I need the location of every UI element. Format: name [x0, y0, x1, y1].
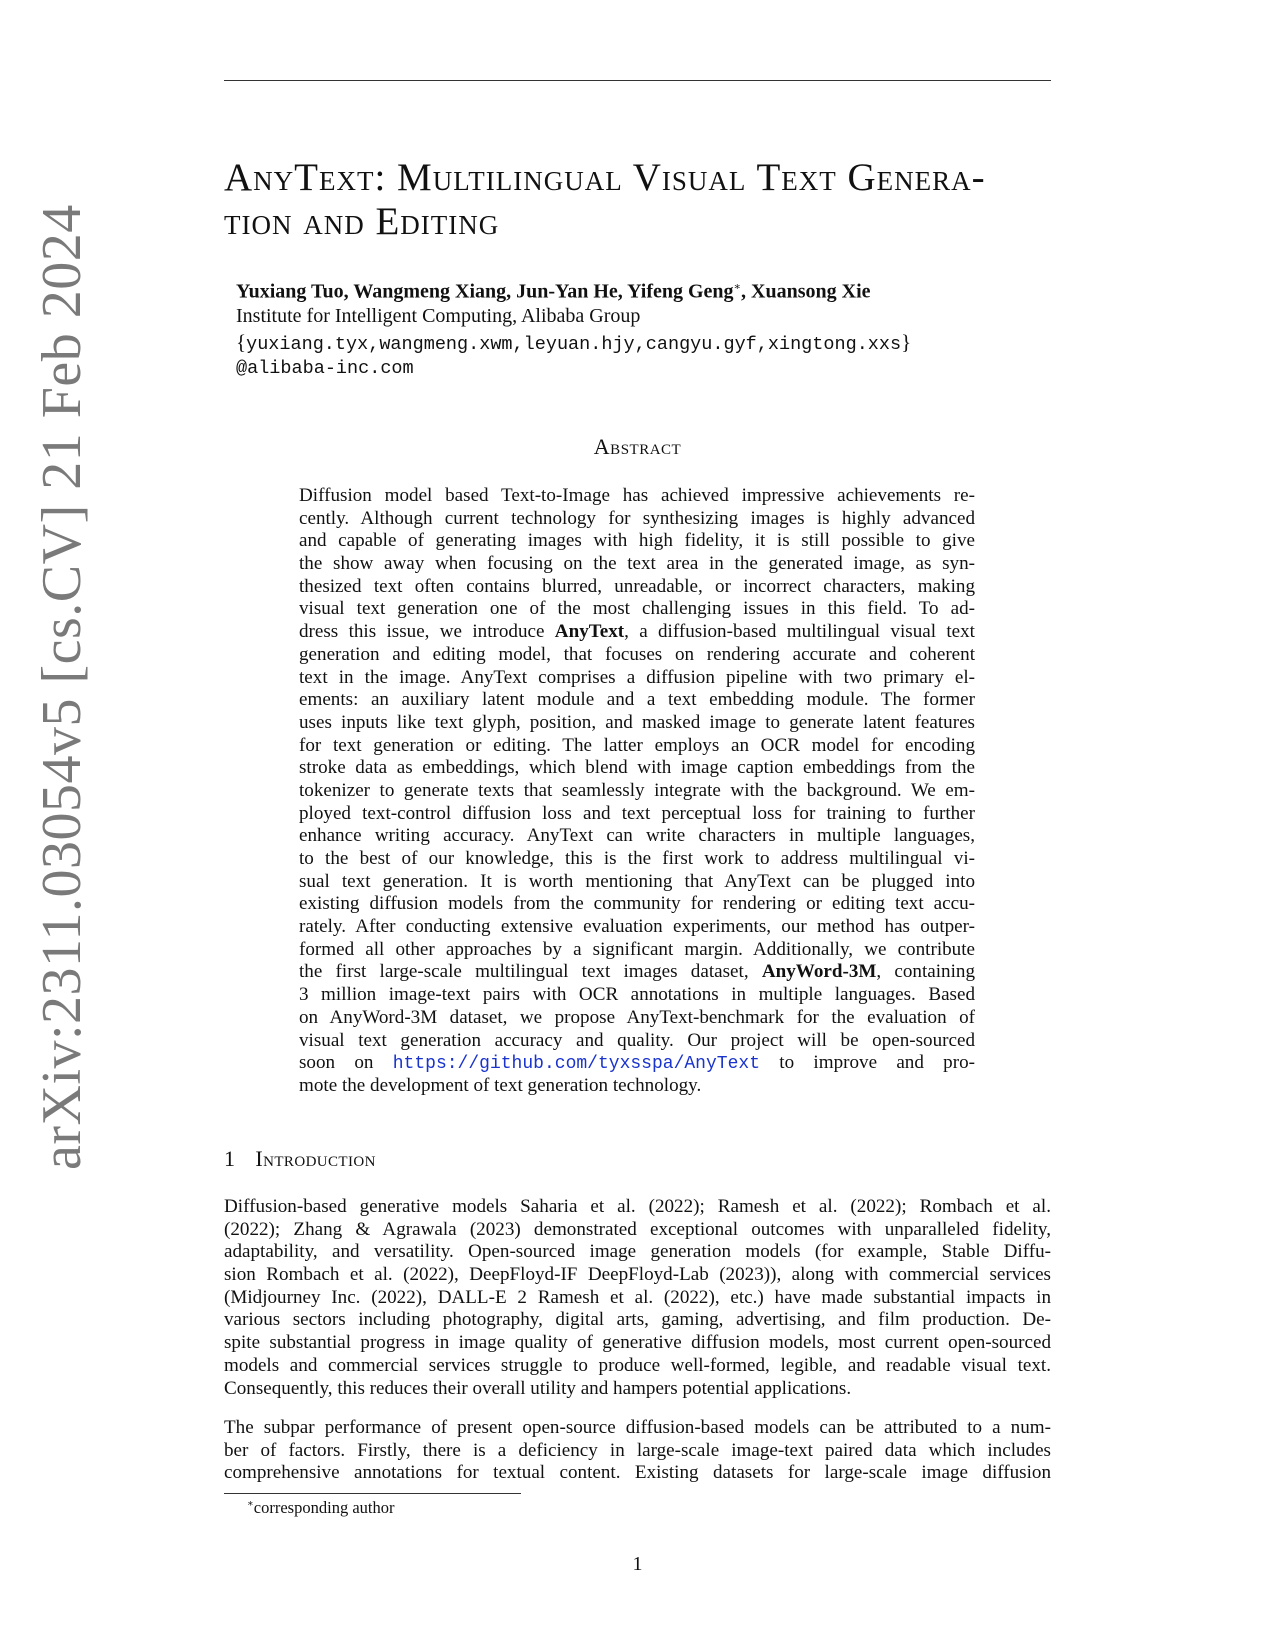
abstract-text: the first large-scale multilingual text images dataset, [299, 961, 762, 983]
introduction-paragraph-1 [224, 1196, 1051, 1400]
abstract-line: existing diffusion models from the community for rendering or editing text accu- [299, 893, 975, 915]
footnote-rule [224, 1493, 521, 1494]
abstract-line [299, 961, 975, 984]
abstract-line: uses inputs like text glyph, position, and masked image to generate latent features [299, 711, 975, 733]
abstract-text: dress this issue, we introduce [299, 621, 555, 643]
intro-line: The subpar performance of present open-source diffusion-based models can be attributed to a num- [224, 1417, 1051, 1438]
author-emails [236, 330, 911, 381]
email-brace-open: { [236, 330, 247, 354]
section-number: 1 [224, 1146, 236, 1171]
abstract-line: on AnyWord-3M dataset, we propose AnyText-benchmark for the evaluation of [299, 1006, 975, 1028]
author-names-end: , Xuansong Xie [741, 280, 871, 303]
email-usernames: yuxiang.tyx,wangmeng.xwm,leyuan.hjy,cangyu.gyf,xingtong.xxs [246, 334, 902, 355]
project-url-link[interactable]: https://github.com/tyxsspa/AnyText [392, 1054, 760, 1075]
abstract-line: stroke data as embeddings, which blend with image caption embeddings from the [299, 757, 975, 779]
abstract-line: rately. After conducting extensive evaluation experiments, our method has outper- [299, 916, 975, 938]
title-line-1: AnyText: Multilingual Visual Text Genera- [224, 156, 986, 199]
abstract-line: tokenizer to generate texts that seamlessly integrate with the background. We em- [299, 779, 975, 801]
page-number: 1 [632, 1553, 643, 1575]
abstract-text: to improve and pro- [760, 1052, 975, 1074]
intro-line: Diffusion-based generative models Saharia et al. (2022); Ramesh et al. (2022); Rombach et al. [224, 1196, 1051, 1217]
intro-line: spite substantial progress in image quality of generative diffusion models, most current open-sourced [224, 1332, 1051, 1354]
section-heading-introduction [224, 1146, 376, 1172]
author-names: Yuxiang Tuo, Wangmeng Xiang, Jun-Yan He, Yifeng Geng [236, 280, 734, 303]
abstract-line: enhance writing accuracy. AnyText can write characters in multiple languages, [299, 825, 975, 847]
abstract-line: cently. Although current technology for synthesizing images is highly advanced [299, 507, 975, 529]
abstract-line: mote the development of text generation technology. [299, 1074, 702, 1096]
abstract-line: the show away when focusing on the text area in the generated image, as syn- [299, 553, 975, 575]
abstract-text: soon on [299, 1052, 393, 1074]
intro-line: (Midjourney Inc. (2022), DALL-E 2 Ramesh et al. (2022), etc.) have made substantial impacts in [224, 1286, 1051, 1308]
email-brace-close: } [901, 330, 912, 354]
abstract-line: Diffusion model based Text-to-Image has achieved impressive achievements re- [299, 485, 975, 506]
author-affiliation: Institute for Intelligent Computing, Alibaba Group [236, 305, 641, 327]
footnote [247, 1498, 394, 1518]
intro-line: various sectors including photography, digital arts, gaming, advertising, and film production. De- [224, 1309, 1051, 1331]
abstract-line: for text generation or editing. The latter employs an OCR model for encoding [299, 734, 975, 756]
abstract-text: , a diffusion-based multilingual visual text [624, 621, 975, 643]
arxiv-margin-identifier: arXiv:2311.03054v5 [cs.CV] 21 Feb 2024 [31, 204, 93, 1170]
email-domain: @alibaba-inc.com [236, 358, 414, 379]
intro-line: (2022); Zhang & Agrawala (2023) demonstrated exceptional outcomes with unparalleled fidelity, [224, 1218, 1051, 1240]
intro-line: models and commercial services struggle to produce well-formed, legible, and readable visual text. [224, 1354, 1051, 1376]
abstract-line [299, 621, 975, 644]
abstract-line: generation and editing model, that focuses on rendering accurate and coherent [299, 643, 975, 665]
abstract-line: text in the image. AnyText comprises a diffusion pipeline with two primary el- [299, 666, 975, 688]
introduction-paragraph-2 [224, 1417, 1051, 1485]
abstract-line: thesized text often contains blurred, unreadable, or incorrect characters, making [299, 575, 975, 597]
title-line-2: tion and Editing [224, 200, 500, 243]
intro-line: ber of factors. Firstly, there is a deficiency in large-scale image-text paired data which includes [224, 1439, 1051, 1461]
dataset-name-anyword: AnyWord-3M [761, 961, 877, 983]
corresponding-author-mark: ∗ [733, 281, 742, 293]
section-title: Introduction [255, 1146, 376, 1171]
intro-line: comprehensive annotations for textual content. Existing datasets for large-scale image diffusion [224, 1462, 1051, 1484]
abstract-body [299, 485, 975, 1098]
author-list [236, 280, 871, 304]
abstract-text: , containing [876, 961, 975, 983]
abstract-line: visual text generation one of the most challenging issues in this field. To ad- [299, 598, 975, 620]
abstract-line: to the best of our knowledge, this is the first work to address multilingual vi- [299, 848, 975, 869]
abstract-heading: Abstract [593, 434, 682, 459]
footnote-text: corresponding author [253, 1498, 395, 1517]
model-name-anytext: AnyText [554, 621, 625, 643]
paper-title [224, 156, 1064, 244]
footnote-mark: ∗ [247, 1498, 254, 1510]
abstract-line: formed all other approaches by a significant margin. Additionally, we contribute [299, 938, 975, 960]
abstract-line: ployed text-control diffusion loss and text perceptual loss for training to further [299, 802, 975, 824]
intro-line: Consequently, this reduces their overall utility and hampers potential applications. [224, 1377, 852, 1399]
header-rule [224, 80, 1051, 81]
intro-line: sion Rombach et al. (2022), DeepFloyd-IF DeepFloyd-Lab (2023)), along with commercial services [224, 1264, 1051, 1286]
abstract-line: ements: an auxiliary latent module and a text embedding module. The former [299, 689, 975, 711]
abstract-line: and capable of generating images with high fidelity, it is still possible to give [299, 530, 975, 552]
abstract-line [299, 1052, 975, 1075]
abstract-line: 3 million image-text pairs with OCR annotations in multiple languages. Based [299, 984, 975, 1006]
abstract-line: visual text generation accuracy and quality. Our project will be open-sourced [299, 1029, 975, 1051]
intro-line: adaptability, and versatility. Open-sourced image generation models (for example, Stable Diffu- [224, 1241, 1051, 1263]
abstract-line: sual text generation. It is worth mentioning that AnyText can be plugged into [299, 870, 975, 892]
